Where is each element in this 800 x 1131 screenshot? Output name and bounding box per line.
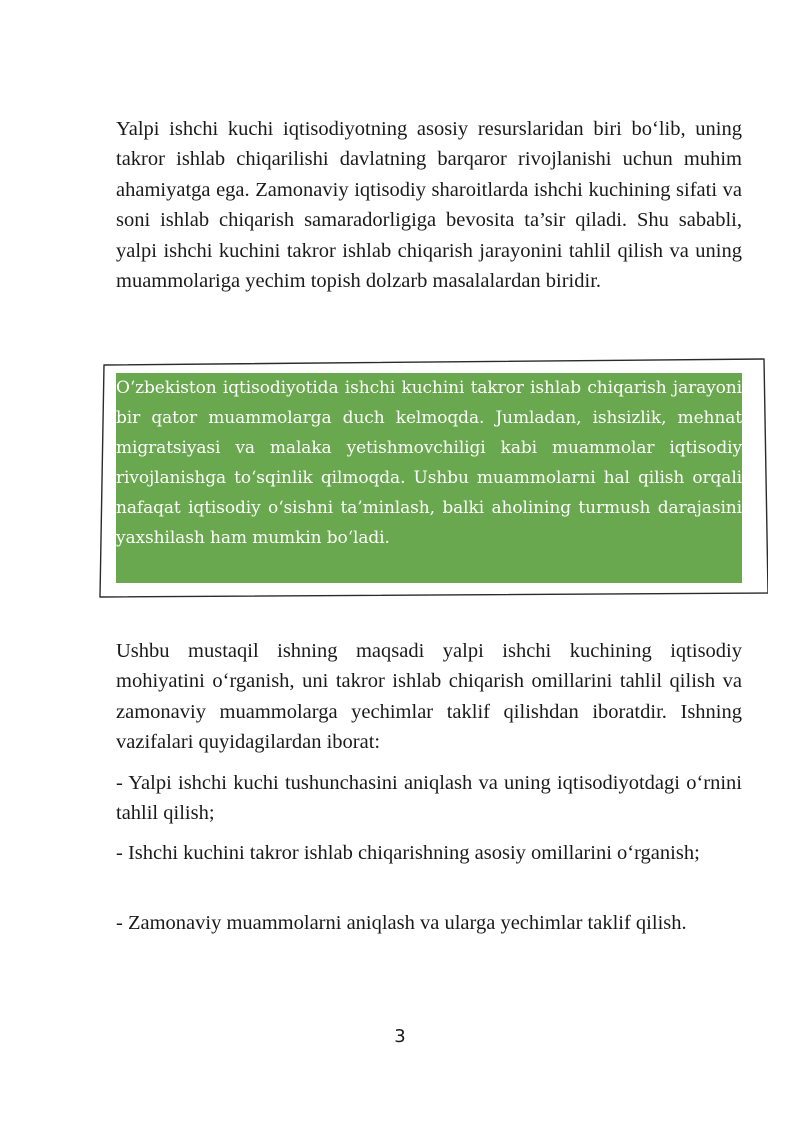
task-item: - Yalpi ishchi kuchi tushunchasini aniqlash va uning iqtisodiyotdagi o‘rnini tahlil qilish;: [116, 772, 742, 824]
task-item: - Zamonaviy muammolarni aniqlash va ularga yechimlar taklif qilish.: [116, 912, 687, 934]
intro-paragraph: Yalpi ishchi kuchi iqtisodiyotning asosiy resurslaridan biri bo‘lib, uning takror ishlab chiqarilishi davlatning barqaror rivojlanishi uchun muhim ahamiyatga ega. Zamonaviy iqtisodiy sharoitlarda ishchi kuchining sifati va soni ishlab chiqarish samaradorligiga bevosita ta’sir qiladi. Shu sababli, yalpi ishchi kuchini takror ishlab chiqarish jarayonini tahlil qilish va uning muammolariga yechim topish dolzarb masalalardan biridir.: [116, 118, 742, 293]
task-item: - Ishchi kuchini takror ishlab chiqarishning asosiy omillarini o‘rganish;: [116, 842, 700, 864]
highlighted-callout: [116, 373, 742, 583]
page-number: 3: [394, 1026, 406, 1047]
goal-paragraph: Ushbu mustaqil ishning maqsadi yalpi ishchi kuchining iqtisodiy mohiyatini o‘rganish, uni takror ishlab chiqarish omillarini tahlil qilish va zamonaviy muammolarga yechimlar taklif qilishdan iboratdir. Ishning vazifalari quyidagilardan iborat:: [116, 640, 742, 754]
callout-text: O‘zbekiston iqtisodiyotida ishchi kuchini takror ishlab chiqarish jarayoni bir qator muammolarga duch kelmoqda. Jumladan, ishsizlik, mehnat migratsiyasi va malaka yetishmovchiligi kabi muammolar iqtisodiy rivojlanishga to‘sqinlik qilmoqda. Ushbu muammolarni hal qilish orqali nafaqat iqtisodiy o‘sishni ta’minlash, balki aholining turmush darajasini yaxshilash ham mumkin bo‘ladi.: [116, 378, 742, 548]
